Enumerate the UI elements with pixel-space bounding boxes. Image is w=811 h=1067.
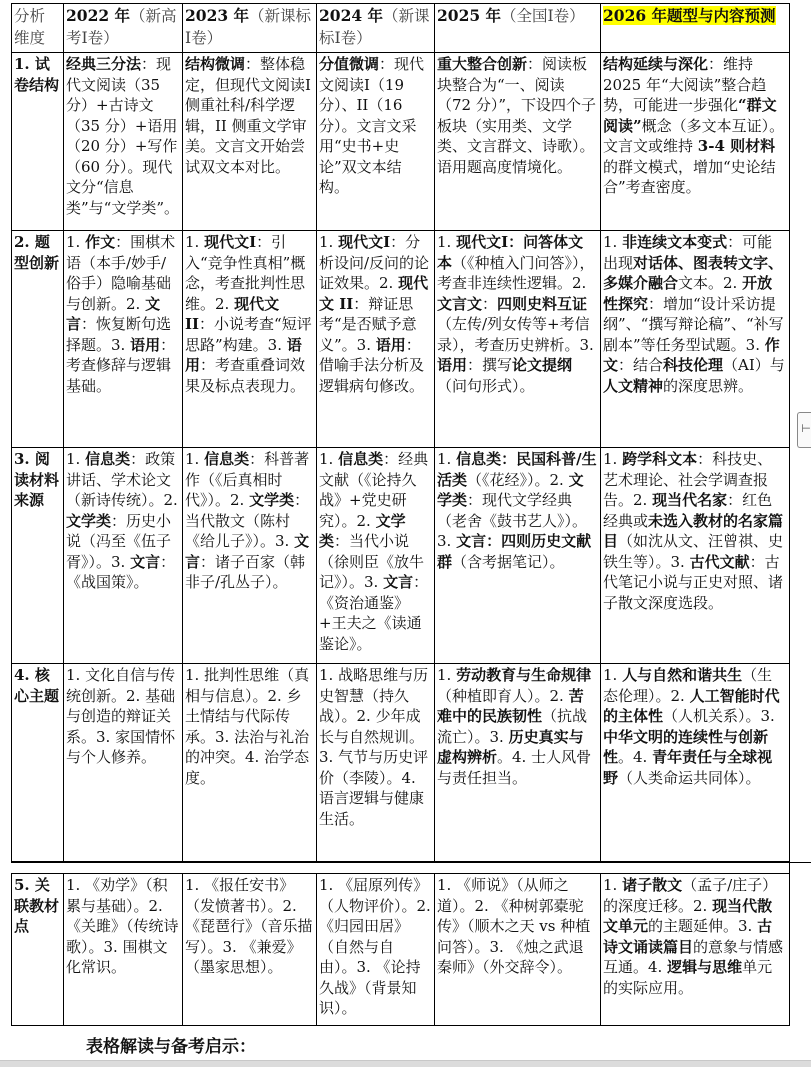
bold-text: 现代文Ⅰ (338, 233, 391, 251)
bold-text: 文言 (130, 552, 161, 571)
cell-2022: 1. 信息类：政策讲话、学术论文（新诗传统）。2. 文学类：历史小说（冯至《伍子胥》）。3. 文言：《战国策》。 (64, 448, 183, 664)
cell-2026: 1. 非连续文本变式：可能出现对话体、图表转文字、多媒介融合文本。2. 开放性探究：增加“设计采访提纲”、“撰写辩论稿”、“补写剧本”等任务型试题。3. 作文：结合科技伦理（AI）与人文精神的深度思辨。 (601, 231, 790, 448)
table-row (12, 53, 790, 231)
header-dimension: 分析维度 (12, 4, 64, 53)
bold-text: 语用 (130, 335, 161, 354)
cell-2024: 1. 《屈原列传》（人物评价）。2. 《归园田居》（自然与自由）。3. 《论持久战》（背景知识）。 (317, 874, 435, 1026)
bold-text: 古代文献 (689, 552, 750, 571)
bold-text: 文言文 (437, 294, 483, 313)
bold-text: 作文 (603, 335, 780, 374)
row-dimension: 3. 阅读材料来源 (12, 448, 64, 664)
bold-text: 信息类 (338, 450, 384, 468)
row-dimension: 2. 题型创新 (12, 231, 64, 448)
table-row (12, 874, 790, 1026)
bold-text: 现当代名家 (652, 491, 728, 509)
bold-text: 青年责任与全球视野 (603, 748, 773, 787)
bold-text: 人工智能时代的主体性 (603, 686, 780, 725)
cell-2026: 1. 诸子散文（孟子/庄子）的深度迁移。2. 现当代散文单元的主题延伸。3. 古诗文诵读篇目的意象与情感互通。4. 逻辑与思维单元的实际应用。 (601, 874, 790, 1026)
bold-text: 现代文Ⅰ：问答体文本 (437, 233, 584, 272)
header-2022: 2022 年（新高考Ⅰ卷） (64, 4, 183, 53)
bold-text: 文言：四则历史文献群 (437, 532, 592, 571)
bold-text: 文言 (66, 294, 161, 333)
analysis-table (11, 3, 790, 862)
row-dimension: 4. 核心主题 (12, 664, 64, 862)
analysis-table-continued (11, 873, 790, 1026)
cell-2025: 重大整合创新：阅读板块整合为“一、阅读（72 分）”，下设四个子板块（实用类、文学类、文言群文、诗歌）。语用题高度情境化。 (435, 53, 601, 231)
table-row (12, 664, 790, 862)
cell-2026: 1. 人与自然和谐共生（生态伦理）。2. 人工智能时代的主体性（人机关系）。3. 中华文明的连续性与创新性。4. 青年责任与全球视野（人类命运共同体）。 (601, 664, 790, 862)
bold-text: 论文提纲 (512, 356, 573, 374)
header-2025: 2025 年（全国Ⅰ卷） (435, 4, 601, 53)
bold-text: 非连续文本变式 (622, 233, 728, 251)
cell-2024: 1. 战略思维与历史智慧（持久战）。2. 少年成长与自然规训。3. 气节与历史评价（李陵）。4. 语言逻辑与健康生活。 (317, 664, 435, 862)
cell-2026: 1. 跨学科文本：科技史、艺术理论、社会学调查报告。2. 现当代名家：红色经典或未选入教材的名家篇目（如沈从文、汪曾祺、史铁生等）。3. 古代文献：古代笔记小说与正史对照、诸子散文深度选段。 (601, 448, 790, 664)
side-panel-handle[interactable] (797, 412, 811, 448)
bold-text: 现代文Ⅰ (204, 233, 257, 251)
table-header-row (12, 4, 790, 53)
bold-text: 未选入教材的名家篇目 (603, 511, 784, 550)
bold-text: 文言 (383, 573, 414, 591)
bold-text: 语用 (375, 335, 406, 354)
cell-2025: 1. 现代文Ⅰ：问答体文本（《种植入门问答》），考查非连续性逻辑。2. 文言文：四则史料互证（左传/列女传等+考信录），考查历史辨析。3. 语用：撰写论文提纲（问句形式）。 (435, 231, 601, 448)
bold-text: 开放性探究 (603, 274, 773, 313)
bold-text: 四则史料互证 (497, 294, 588, 313)
bold-text: 文学类 (66, 511, 112, 530)
cell-2024: 分值微调：现代文阅读Ⅰ（19 分）、II（16 分）。文言文采用“史书+史论”双文本结构。 (317, 53, 435, 231)
bold-text: 3-4 则材料 (697, 137, 776, 155)
bold-text: 现代文 II (185, 294, 280, 333)
bold-text: 劳动教育与生命规律 (456, 666, 592, 684)
cell-2023: 1. 现代文Ⅰ：引入“竞争性真相”概念，考查批判性思维。2. 现代文 II：小说考查“短评思路”构建。3. 语用：考查重叠词效果及标点表现力。 (183, 231, 317, 448)
cell-2025: 1. 《师说》（从师之道）。2. 《种树郭橐驼传》（顺木之天 vs 种植问答）。3. 《烛之武退秦师》（外交辞令）。 (435, 874, 601, 1026)
row-dimension: 5. 关联教材点 (12, 874, 64, 1026)
cell-2023: 1. 《报任安书》（发愤著书）。2. 《琵琶行》（音乐描写）。3. 《兼爱》（墨家思想）。 (183, 874, 317, 1026)
bold-text: “群文阅读” (603, 96, 777, 135)
header-2026-prediction: 2026 年题型与内容预测 (601, 4, 790, 53)
bold-text: 语用 (185, 335, 302, 374)
bold-text: 分值微调 (319, 55, 380, 73)
cell-2022: 1. 文化自信与传统创新。2. 基础与创造的辩证关系。3. 家国情怀与个人修养。 (64, 664, 183, 862)
bold-text: 逻辑与思维 (667, 958, 743, 976)
bold-text: 文学类 (319, 511, 406, 550)
bold-text: 文学类 (249, 491, 295, 509)
page-break-edge (789, 862, 790, 873)
bold-text: 跨学科文本 (622, 450, 698, 468)
bold-text: 经典三分法 (66, 55, 142, 73)
bold-text: 信息类 (204, 450, 250, 468)
section-caption: 表格解读与备考启示： (86, 1037, 256, 1057)
bold-text: 信息类 (85, 450, 131, 468)
header-2023: 2023 年（新课标Ⅰ卷） (183, 4, 317, 53)
bold-text: 对话体、图表转文字、多媒介融合 (603, 253, 784, 292)
cell-2026: 结构延续与深化：维持 2025 年“大阅读”整合趋势，可能进一步强化“群文阅读”概念（多文本互证）。文言文或维持 3-4 则材料的群文模式，增加“史论结合”考查密度。 (601, 53, 790, 231)
bold-text: 结构微调 (185, 55, 246, 73)
cell-2025: 1. 信息类：民国科普/生活类（《花经》）。2. 文学类：现代文学经典（老舍《鼓书艺人》）。3. 文言：四则历史文献群（含考据笔记）。 (435, 448, 601, 664)
cell-2022: 1. 作文：围棋术语（本手/妙手/俗手）隐喻基础与创新。2. 文言：恢复断句选择题。3. 语用：考查修辞与逻辑基础。 (64, 231, 183, 448)
cell-2023: 1. 信息类：科普著作（《后真相时代》）。2. 文学类：当代散文（陈村《给儿子》）。3. 文言：诸子百家（韩非子/孔丛子）。 (183, 448, 317, 664)
bold-text: 现代文 II (319, 274, 429, 313)
row-dimension: 1. 试卷结构 (12, 53, 64, 231)
bold-text: 语用 (437, 356, 468, 374)
bold-text: 信息类：民国科普/生活类 (437, 450, 597, 489)
bold-text: 人文精神 (603, 376, 664, 395)
bold-text: 文学类 (437, 470, 584, 509)
cell-2023: 结构微调：整体稳定，但现代文阅读Ⅰ侧重社科/科学逻辑，II 侧重文学审美。文言文开始尝试双文本对比。 (183, 53, 317, 231)
bold-text: 作文 (85, 233, 116, 251)
bold-text: 重大整合创新 (437, 55, 528, 73)
bold-text: 文言 (185, 532, 310, 571)
table-row (12, 231, 790, 448)
cell-2022: 经典三分法：现代文阅读（35 分）+古诗文（35 分）+语用（20 分）+写作（60 分）。现代文分“信息类”与“文学类”。 (64, 53, 183, 231)
header-2024: 2024 年（新课标Ⅰ卷） (317, 4, 435, 53)
bold-text: 现当代散文单元 (603, 896, 773, 935)
bold-text: 中华文明的连续性与创新性 (603, 727, 769, 766)
bold-text: 历史真实与虚构辨析 (437, 727, 584, 766)
bold-text: 科技伦理 (663, 356, 724, 374)
cell-2022: 1. 《劝学》（积累与基础）。2. 《关雎》（传统诗歌）。3. 围棋文化常识。 (64, 874, 183, 1026)
bold-text: 诸子散文 (622, 876, 683, 894)
cell-2025: 1. 劳动教育与生命规律（种植即育人）。2. 苦难中的民族韧性（抗战流亡）。3. 历史真实与虚构辨析。4. 士人风骨与责任担当。 (435, 664, 601, 862)
page-break-line (11, 862, 811, 863)
bold-text: 结构延续与深化 (603, 55, 709, 73)
cell-2023: 1. 批判性思维（真相与信息）。2. 乡土情结与代际传承。3. 法治与礼治的冲突。4. 治学态度。 (183, 664, 317, 862)
cell-2024: 1. 现代文Ⅰ：分析设问/反问的论证效果。2. 现代文 II：辩证思考“是否赋予意义”。3. 语用：借喻手法分析及逻辑病句修改。 (317, 231, 435, 448)
bracket-icon: ⊢ (801, 422, 811, 435)
bold-text: 苦难中的民族韧性 (437, 686, 584, 725)
bold-text: 古诗文诵读篇目 (603, 917, 773, 956)
bold-text: 人与自然和谐共生 (622, 666, 743, 684)
table-row (12, 448, 790, 664)
cell-2024: 1. 信息类：经典文献（《论持久战》+党史研究）。2. 文学类：当代小说（徐则臣《放牛记》）。3. 文言：《资治通鉴》+王夫之《读通鉴论》。 (317, 448, 435, 664)
